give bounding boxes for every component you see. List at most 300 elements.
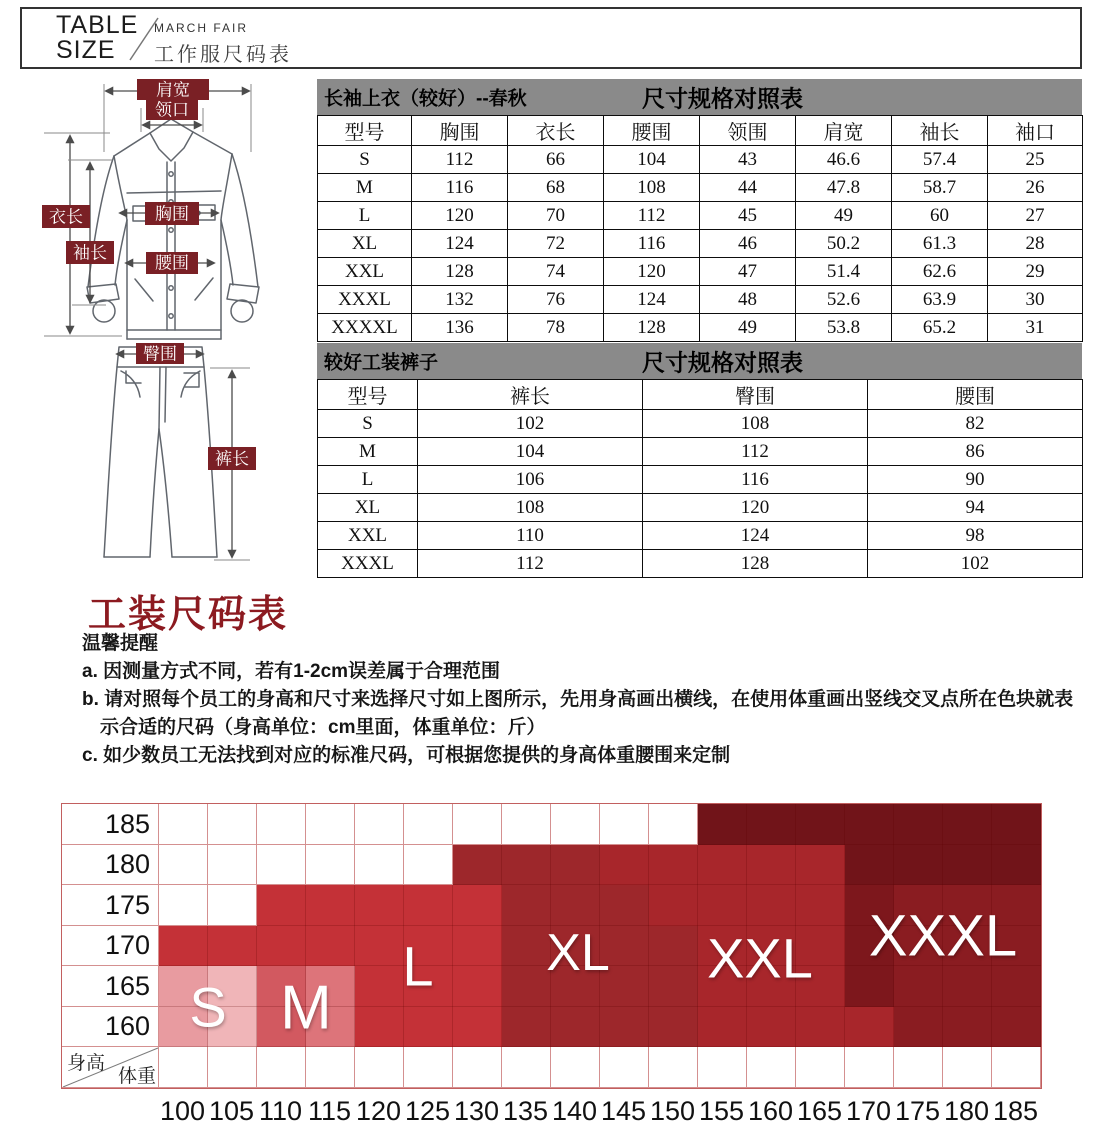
heatmap-cell [796,966,845,1007]
heatmap-cell [796,1007,845,1048]
x-tick-label: 170 [845,1095,892,1126]
column-header-cell: 臀围 [643,380,868,410]
table-cell: 43 [700,146,796,174]
heatmap-cell [845,926,894,967]
jacket-size-table [317,79,1082,342]
heatmap-cell [551,845,600,886]
table-cell: 116 [604,230,700,258]
heatmap-cell [747,845,796,886]
table-cell: XL [318,230,412,258]
x-tick-label: 150 [649,1095,696,1126]
size-table [317,379,1083,578]
table-row [318,438,1083,466]
heatmap-cell [551,804,600,845]
heatmap-cell [159,1007,208,1048]
x-tick-label: 160 [747,1095,794,1126]
heatmap-cell [992,885,1041,926]
heatmap-cell [600,845,649,886]
table-cell: 112 [643,438,868,466]
table-bar-center-title: 尺寸规格对照表 [641,349,803,376]
heatmap-cell [306,885,355,926]
size-heatmap-chart [61,803,1042,1127]
heatmap-cell [698,1007,747,1048]
table-cell: 50.2 [796,230,892,258]
table-cell: 116 [412,174,508,202]
x-axis-labels [61,1096,1042,1127]
svg-text:衣长: 衣长 [49,207,83,227]
column-header-cell: 衣长 [508,116,604,146]
heatmap-cell [649,885,698,926]
heatmap-cell [355,1007,404,1048]
size-region-label: XXXL [868,903,1018,969]
column-header-cell: 袖长 [892,116,988,146]
heatmap-cell [747,804,796,845]
heatmap-cell [404,966,453,1007]
table-cell: 102 [418,410,643,438]
table-cell: 49 [796,202,892,230]
heatmap-footer-cell [698,1047,747,1088]
heatmap-cell [845,845,894,886]
table-cell: 102 [868,550,1083,578]
table-bar-center-title: 尺寸规格对照表 [641,85,803,112]
x-tick-label: 110 [258,1095,303,1126]
table-cell: 51.4 [796,258,892,286]
table-cell: 76 [508,286,604,314]
heatmap-cell [159,966,208,1007]
heatmap-cell [502,926,551,967]
heatmap-cell [306,1007,355,1048]
table-cell: 124 [643,522,868,550]
table-cell: 68 [508,174,604,202]
heatmap-cell [306,845,355,886]
table-cell: 120 [604,258,700,286]
table-cell: 112 [418,550,643,578]
table-cell: 44 [700,174,796,202]
column-header-cell: 裤长 [418,380,643,410]
measurement-diagram [28,72,320,592]
heatmap-footer-cell [404,1047,453,1088]
heatmap-footer-cell [649,1047,698,1088]
table-cell: L [318,202,412,230]
table-cell: 110 [418,522,643,550]
heatmap-cell [649,804,698,845]
table-cell: 72 [508,230,604,258]
table-cell: 104 [604,146,700,174]
svg-text:肩宽: 肩宽 [156,80,190,100]
notes-block [82,630,1072,770]
heatmap-cell [600,885,649,926]
table-cell: 45 [700,202,796,230]
heatmap-cell [159,845,208,886]
table-cell: 106 [418,466,643,494]
heatmap-cell [894,926,943,967]
x-tick-label: 100 [159,1095,206,1126]
heatmap-cell [551,885,600,926]
heatmap-cell [453,885,502,926]
heatmap-cell [747,1007,796,1048]
measure-labels [42,79,256,470]
heatmap-cell [796,885,845,926]
heatmap-cell [600,1007,649,1048]
heatmap-cell [208,926,257,967]
heatmap-cell [649,966,698,1007]
column-header-cell: 胸围 [412,116,508,146]
table-row [318,466,1083,494]
heatmap-cell [943,926,992,967]
heatmap-cell [355,926,404,967]
heatmap-cell [649,926,698,967]
table-cell: M [318,174,412,202]
heatmap-cell [894,845,943,886]
heatmap-cell [698,926,747,967]
heatmap-cell [894,1007,943,1048]
table-cell: XXL [318,522,418,550]
x-tick-label: 145 [600,1095,647,1126]
heatmap-cell [992,845,1041,886]
heatmap-cell [453,1007,502,1048]
svg-text:领口: 领口 [155,100,189,120]
brand-name: MARCH FAIR [154,21,249,35]
size-region-label: XL [546,924,610,982]
heatmap-cell [257,1007,306,1048]
heatmap-cell [306,926,355,967]
x-tick-label: 135 [502,1095,549,1126]
heatmap-cell [551,1007,600,1048]
heatmap-cell [600,804,649,845]
table-cell: 27 [988,202,1083,230]
logo-line1: TABLE [56,11,139,39]
table-cell: 53.8 [796,314,892,342]
heatmap-cell [159,885,208,926]
table-cell: 108 [418,494,643,522]
heatmap-cell [649,1007,698,1048]
table-cell: 57.4 [892,146,988,174]
x-tick-label: 140 [551,1095,598,1126]
jacket-outline [87,119,259,339]
note-line: a. 因测量方式不同，若有1-2cm误差属于合理范围 [82,661,501,682]
heatmap-footer-cell [208,1047,257,1088]
table-cell: 31 [988,314,1083,342]
heatmap-cell [747,926,796,967]
table-cell: 124 [412,230,508,258]
table-cell: 128 [643,550,868,578]
heatmap-cell [208,845,257,886]
y-tick-label: 170 [62,926,159,967]
table-cell: 78 [508,314,604,342]
table-cell: 86 [868,438,1083,466]
heatmap-footer-cell [159,1047,208,1088]
table-cell: 70 [508,202,604,230]
x-tick-label: 185 [992,1095,1039,1126]
heatmap-cell [306,966,355,1007]
table-cell: 128 [412,258,508,286]
heatmap-cell [502,845,551,886]
table-cell: 120 [643,494,868,522]
heatmap-cell [943,885,992,926]
notes-title: 温馨提醒 [82,633,159,654]
table-row [318,550,1083,578]
table-cell: 49 [700,314,796,342]
table-cell: 116 [643,466,868,494]
heatmap-cell [306,804,355,845]
heatmap-footer-cell [943,1047,992,1088]
svg-text:袖长: 袖长 [73,243,107,263]
size-table [317,115,1083,342]
x-tick-label: 120 [355,1095,402,1126]
table-cell: 136 [412,314,508,342]
table-cell: 82 [868,410,1083,438]
y-tick-label: 165 [62,966,159,1007]
table-bar-title: 长袖上衣（较好）--春秋 [324,88,527,110]
heatmap-footer-cell [502,1047,551,1088]
heatmap-cell [796,804,845,845]
table-row [318,522,1083,550]
heatmap-cell [404,926,453,967]
heatmap-cell [208,1007,257,1048]
heatmap-cell [845,885,894,926]
table-header-bar [317,343,1082,379]
table-cell: XXL [318,258,412,286]
heatmap-cell [453,804,502,845]
heatmap-cell [894,966,943,1007]
x-tick-label: 165 [796,1095,843,1126]
x-tick-label: 180 [943,1095,990,1126]
table-cell: XXXL [318,550,418,578]
heatmap-cell [698,804,747,845]
x-tick-label: 105 [208,1095,255,1126]
heatmap-cell [992,804,1041,845]
heatmap-cell [257,885,306,926]
table-cell: 65.2 [892,314,988,342]
table-cell: 132 [412,286,508,314]
table-cell: L [318,466,418,494]
heatmap-cell [943,845,992,886]
heatmap-cell [992,966,1041,1007]
table-cell: S [318,146,412,174]
heatmap-cell [208,804,257,845]
table-cell: 46.6 [796,146,892,174]
heatmap-footer-cell [796,1047,845,1088]
heatmap-footer-cell [992,1047,1041,1088]
heatmap-cell [355,845,404,886]
table-cell: 61.3 [892,230,988,258]
heatmap-cell [404,1007,453,1048]
column-header-cell: 腰围 [868,380,1083,410]
heatmap-cell [845,966,894,1007]
table-cell: 120 [412,202,508,230]
table-cell: 74 [508,258,604,286]
table-cell: 90 [868,466,1083,494]
heatmap-cell [208,966,257,1007]
heatmap-footer-cell [453,1047,502,1088]
logo-text-block [154,21,292,67]
heatmap-cell [159,804,208,845]
heatmap-cell [159,926,208,967]
table-row [318,174,1083,202]
size-region-label: XXL [707,926,813,990]
table-cell: 128 [604,314,700,342]
heatmap-footer-cell [600,1047,649,1088]
pants-outline [104,344,217,557]
size-region-label: L [402,934,434,998]
table-cell: 46 [700,230,796,258]
table-cell: 63.9 [892,286,988,314]
table-cell: XL [318,494,418,522]
heatmap-cell [796,926,845,967]
heatmap-cell [894,885,943,926]
table-row [318,286,1083,314]
y-axis-title: 身高 [67,1053,106,1074]
heatmap-cell [943,1007,992,1048]
heatmap-cell [698,885,747,926]
table-cell: 58.7 [892,174,988,202]
heatmap-cell [404,845,453,886]
heatmap-cell [404,885,453,926]
heatmap-cell [796,845,845,886]
heatmap-cell [355,966,404,1007]
axis-corner-cell [62,1047,159,1088]
table-cell: 52.6 [796,286,892,314]
column-header-cell: 型号 [318,116,412,146]
heatmap-cell [502,1007,551,1048]
heatmap-cell [992,1007,1041,1048]
note-line: 示合适的尺码（身高单位：cm里面，体重单位：斤） [100,717,546,738]
heatmap-cell [453,845,502,886]
heatmap-cell [257,926,306,967]
table-cell: 28 [988,230,1083,258]
heatmap-cell [502,966,551,1007]
heatmap-footer-cell [747,1047,796,1088]
heatmap-cell [502,885,551,926]
svg-text:臀围: 臀围 [143,344,177,364]
heatmap-cell [698,845,747,886]
note-line: c. 如少数员工无法找到对应的标准尺码，可根据您提供的身高体重腰围来定制 [82,745,731,766]
table-cell: 112 [412,146,508,174]
heatmap-footer-cell [845,1047,894,1088]
heatmap-cell [943,966,992,1007]
table-header-row [318,380,1083,410]
column-header-cell: 袖口 [988,116,1083,146]
table-header-bar [317,79,1082,115]
heatmap-footer-cell [257,1047,306,1088]
header-logo-box [20,7,1082,69]
table-cell: 66 [508,146,604,174]
table-row [318,314,1083,342]
column-header-cell: 领围 [700,116,796,146]
page-title: 工作服尺码表 [154,44,292,66]
heatmap-cell [649,845,698,886]
heatmap-cell [698,966,747,1007]
table-cell: 98 [868,522,1083,550]
heatmap-grid [61,803,1042,1089]
table-cell: 60 [892,202,988,230]
table-cell: 47 [700,258,796,286]
logo-line2: SIZE [56,36,116,64]
table-cell: 94 [868,494,1083,522]
table-cell: 29 [988,258,1083,286]
x-tick-label: 115 [307,1095,352,1126]
table-cell: S [318,410,418,438]
table-cell: 30 [988,286,1083,314]
heatmap-cell [600,926,649,967]
heatmap-footer-cell [306,1047,355,1088]
heatmap-cell [943,804,992,845]
heatmap-footer-cell [551,1047,600,1088]
size-region-label: M [280,973,332,1043]
svg-text:胸围: 胸围 [155,204,189,224]
table-cell: XXXXL [318,314,412,342]
table-cell: 62.6 [892,258,988,286]
heatmap-cell [257,845,306,886]
x-tick-label: 175 [894,1095,941,1126]
y-tick-label: 175 [62,885,159,926]
heatmap-cell [845,1007,894,1048]
y-tick-label: 185 [62,804,159,845]
table-row [318,202,1083,230]
table-bar-title: 较好工装裤子 [324,352,439,374]
column-header-cell: 腰围 [604,116,700,146]
table-row [318,410,1083,438]
table-row [318,258,1083,286]
heatmap-cell [894,804,943,845]
x-tick-label: 130 [453,1095,500,1126]
note-line: b. 请对照每个员工的身高和尺寸来选择尺寸如上图所示，先用身高画出横线，在使用体重画出竖线交叉点所在色块就表 [82,689,1074,710]
x-tick-label: 125 [404,1095,451,1126]
x-axis-title: 体重 [117,1065,156,1087]
table-cell: M [318,438,418,466]
table-row [318,146,1083,174]
column-header-cell: 型号 [318,380,418,410]
table-header-row [318,116,1083,146]
heatmap-cell [551,966,600,1007]
size-region-label: S [189,975,227,1039]
heatmap-cell [355,804,404,845]
pants-size-table [317,343,1082,578]
heatmap-cell [747,966,796,1007]
heatmap-cell [453,966,502,1007]
table-row [318,494,1083,522]
table-cell: XXXL [318,286,412,314]
column-header-cell: 肩宽 [796,116,892,146]
table-cell: 108 [643,410,868,438]
heatmap-cell [502,804,551,845]
heatmap-footer-cell [355,1047,404,1088]
table-cell: 112 [604,202,700,230]
heatmap-cell [355,885,404,926]
heatmap-cell [600,966,649,1007]
table-cell: 25 [988,146,1083,174]
svg-text:腰围: 腰围 [155,253,189,273]
svg-text:裤长: 裤长 [215,449,249,469]
table-row [318,230,1083,258]
heatmap-cell [551,926,600,967]
table-cell: 26 [988,174,1083,202]
table-cell: 48 [700,286,796,314]
heatmap-footer-cell [894,1047,943,1088]
heatmap-cell [257,966,306,1007]
heatmap-cell [747,885,796,926]
table-cell: 104 [418,438,643,466]
heatmap-cell [453,926,502,967]
heatmap-cell [845,804,894,845]
heatmap-cell [257,804,306,845]
table-cell: 47.8 [796,174,892,202]
table-cell: 124 [604,286,700,314]
section-title: 工装尺码表 [88,594,289,636]
y-tick-label: 160 [62,1007,159,1048]
heatmap-cell [208,885,257,926]
table-cell: 108 [604,174,700,202]
